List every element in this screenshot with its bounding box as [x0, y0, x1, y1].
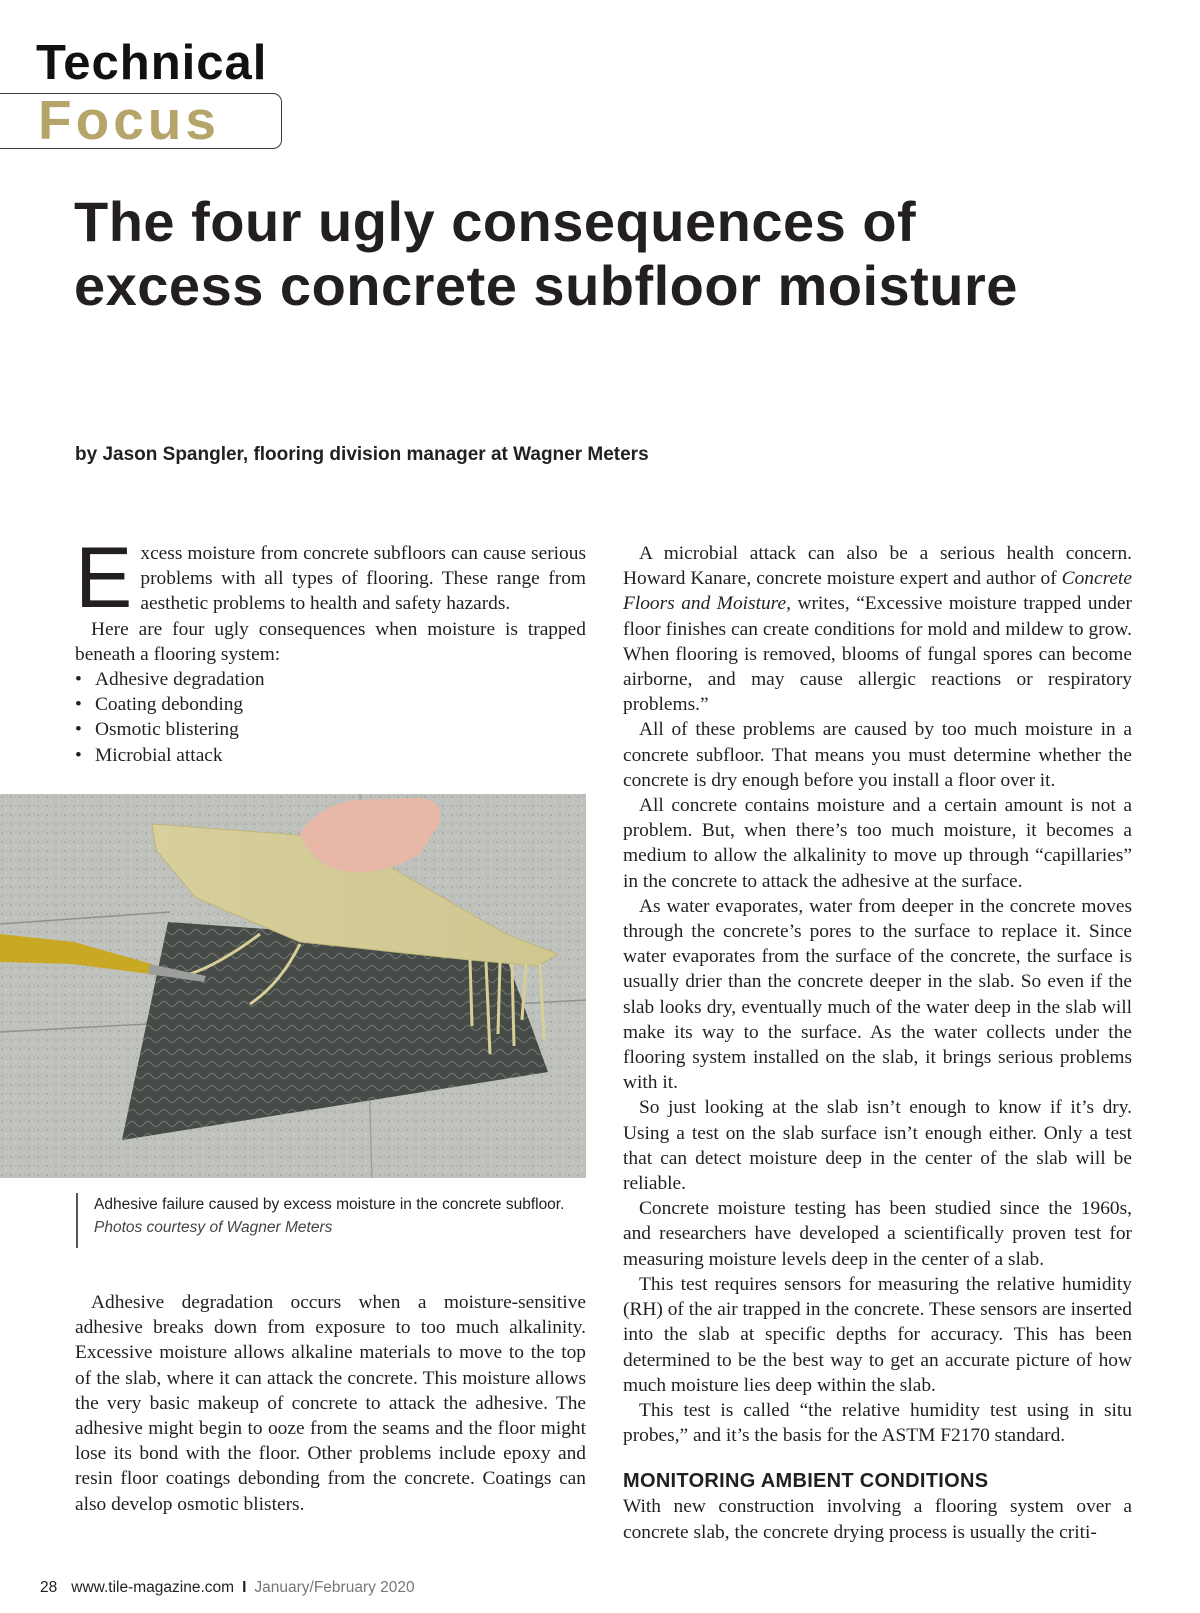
list-item: • Adhesive degradation: [75, 667, 586, 692]
list-item: • Coating debonding: [75, 692, 586, 717]
article-title: The four ugly consequences of excess concrete subfloor moisture: [74, 190, 1018, 317]
footer-issue-date: January/February 2020: [254, 1579, 415, 1596]
body-paragraph: All concrete contains moisture and a certain amount is not a problem. But, when there’s too much moisture, it becomes a medium to allow the alkalinity to move up through “capillaries” in the concrete to attack the adhesive at the surface.: [623, 795, 1132, 892]
body-paragraph: Concrete moisture testing has been studied since the 1960s, and researchers have developed a scientifically proven test for measuring moisture levels deep in the center of a slab.: [623, 1198, 1132, 1270]
intro-paragraph: [75, 530, 586, 626]
page-number: 28: [40, 1579, 58, 1596]
page-footer: [40, 1579, 415, 1597]
right-column-body: [623, 541, 1132, 1545]
photo-caption: [76, 1193, 564, 1248]
microbial-text: A microbial attack can also be a serious health concern. Howard Kanare, concrete moisture expert and author of: [623, 543, 1132, 590]
body-paragraph: As water evaporates, water from deeper in the concrete moves through the concrete’s pores to the surface to replace it. Since water evaporates from the surface of the concrete, the surface is usually drier than the concrete deeper in the slab. So even if the slab looks dry, eventually much of the water deep in the slab will make its way to the surface. As the water collects under the flooring system installed on the slab, it brings serious problems with it.: [623, 895, 1132, 1094]
article-byline: by Jason Spangler, flooring division manager at Wagner Meters: [75, 444, 649, 465]
section-label-technical: Technical: [36, 36, 268, 90]
left-column-intro: [75, 530, 586, 768]
adhesive-failure-photo: [0, 794, 586, 1178]
microbial-paragraph: [623, 541, 1132, 717]
drop-cap: E: [75, 530, 133, 626]
caption-text: Adhesive failure caused by excess moisture in the concrete subfloor.: [94, 1196, 565, 1213]
book-title: Concrete Floors and Moisture,: [623, 568, 1132, 615]
intro-text: xcess moisture from concrete subfloors can cause serious problems with all types of flooring. These range from aesthetic problems to health and safety hazards.: [140, 543, 586, 615]
body-paragraph: All of these problems are caused by too much moisture in a concrete subfloor. That means you must determine whether the concrete is dry enough before you install a floor over it.: [623, 719, 1132, 791]
adhesive-degradation-paragraph: Adhesive degradation occurs when a moisture-sensitive adhesive breaks down from exposure to too much alkalinity. Excessive moisture allows alkaline materials to move to the top of the slab, where it can attack the concrete. This moisture allows the very basic makeup of concrete to attack the adhesive. The adhesive might begin to ooze from the seams and the floor might lose its bond with the floor. Other problems include epoxy and resin floor coatings debonding from the concrete. Coatings can also develop osmotic blisters.: [75, 1292, 586, 1515]
list-item: • Microbial attack: [75, 743, 586, 768]
intro-paragraph-2: Here are four ugly consequences when moisture is trapped beneath a flooring system:: [75, 618, 586, 665]
left-column-body: [75, 1290, 586, 1517]
section-label-focus: Focus: [38, 89, 220, 151]
list-item: • Osmotic blistering: [75, 717, 586, 742]
body-paragraph: With new construction involving a flooring system over a concrete slab, the concrete drying process is usually the criti-: [623, 1496, 1132, 1543]
body-paragraph: This test requires sensors for measuring the relative humidity (RH) of the air trapped in the concrete. These sensors are inserted into the slab at specific depths for accuracy. This has been determined to be the best way to get an accurate picture of how much moisture lies deep within the slab.: [623, 1273, 1132, 1396]
body-paragraph: This test is called “the relative humidity test using in situ probes,” and it’s the basis for the ASTM F2170 standard.: [623, 1399, 1132, 1447]
footer-url[interactable]: www.tile-magazine.com: [71, 1579, 235, 1596]
section-subhead: MONITORING AMBIENT CONDITIONS: [623, 1470, 989, 1493]
photo-credit: Photos courtesy of Wagner Meters: [94, 1219, 333, 1236]
footer-separator: I: [242, 1579, 247, 1596]
consequences-list: [75, 667, 586, 768]
microbial-quote: writes, “Excessive moisture trapped under floor finishes can create conditions for mold and mildew to grow. When flooring is removed, blooms of fungal spores can become airborne, and may cause allergic reactions or respiratory problems.”: [623, 593, 1132, 716]
body-paragraph: So just looking at the slab isn’t enough to know if it’s dry. Using a test on the slab surface isn’t enough either. Only a test that can detect moisture deep in the center of the slab will be reliable.: [623, 1097, 1132, 1195]
